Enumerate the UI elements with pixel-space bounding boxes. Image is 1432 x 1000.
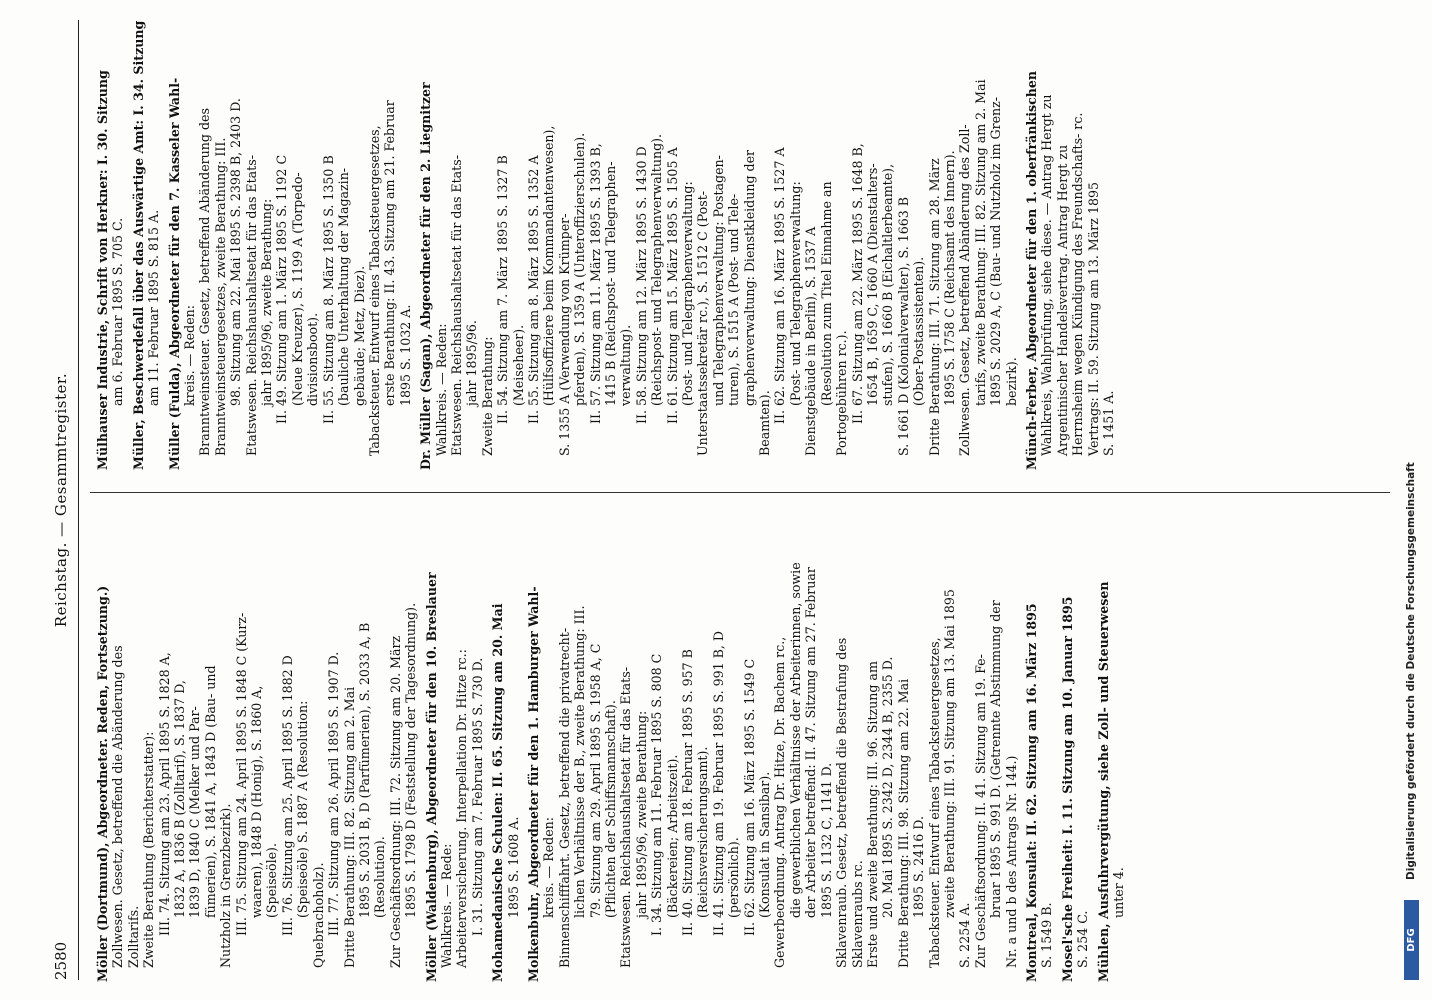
entry-line: II. 58. Sitzung am 12. März 1895 S. 1430 D	[633, 146, 649, 424]
entry-line: bruar 1895 S. 991 D. (Getrennte Abstimmung der	[988, 600, 1004, 918]
entry-line: Erste und zweite Berathung: III. 96. Sitzung am	[864, 661, 880, 968]
entry-line: Nutzholz in Grenzbezirk).	[218, 803, 234, 968]
entry-line: II. 55. Sitzung am 8. März 1895 S. 1352 A	[525, 155, 541, 424]
entry-heading: Mülhauser Industrie, Schrift von Herkner: I. 30. Sitzung	[95, 70, 110, 470]
entry-line: Etatswesen. Reichshaushaltsetat für das Etats-	[448, 155, 464, 456]
column-divider	[90, 492, 1390, 493]
entry-line: III. 77. Sitzung am 26. April 1895 S. 1907 D.	[326, 651, 342, 936]
entry-line: Tabacksteuer. Entwurf eines Tabacksteuergesetzes,	[366, 125, 382, 456]
register-entry	[167, 20, 414, 470]
entry-line: II. 41. Sitzung am 19. Februar 1895 S. 991 B, D	[710, 631, 726, 936]
entry-line: Wahlkreis. — Reden:	[433, 323, 449, 456]
entry-heading: Molkenbuhr, Abgeordneter für den 1. Hamburger Wahl-	[525, 586, 541, 982]
entry-line: II. 62. Sitzung am 16. März 1895 S. 1549 C	[741, 658, 757, 936]
entry-line: jahr 1895/96, zweite Berathung:	[633, 710, 649, 918]
register-entry	[418, 20, 1019, 470]
entry-line: 1839 D, 1840 C (Melker und Par-	[187, 706, 203, 918]
entry-line: (persönlich).	[726, 837, 742, 918]
entry-line: S. 1549 B.	[1039, 902, 1055, 968]
entry-line: Zollwesen. Gesetz, betreffend die Abänderung des	[110, 645, 126, 968]
dfg-logo: DFG	[1404, 900, 1419, 980]
entry-line: der Arbeiter betreffend: II. 47. Sitzung am 27. Februar	[803, 567, 819, 918]
entry-heading: Montreal, Konsulat: II. 62. Sitzung am 16. März 1895	[1023, 603, 1039, 982]
entry-line: (Pflichten der Schiffsmannschaft).	[603, 700, 618, 918]
entry-heading: Möller (Dortmund), Abgeordneter. Reden, Fortsetzung.)	[95, 585, 110, 982]
entry-line: Zweite Berathung (Berichterstatter):	[141, 731, 157, 968]
entry-heading: Mohamedanische Schulen: II. 65. Sitzung am 20. Mai	[490, 603, 506, 982]
entry-line: am 11. Februar 1895 S. 815 A.	[146, 209, 162, 406]
entry-line: (Resolution zum Titel Einnahme an	[818, 181, 834, 406]
register-entry	[526, 532, 1019, 982]
entry-line: II. 61. Sitzung am 15. März 1895 S. 1505 A	[664, 147, 680, 424]
entry-line: 1415 B (Reichspost- und Telegraphen-	[603, 161, 618, 406]
entry-line: kreis. — Reden:	[182, 304, 198, 406]
entry-line: (Post- und Telegraphenverwaltung:	[680, 181, 696, 406]
entry-line: Portogebühren rc.).	[834, 330, 850, 456]
entry-line: III. 74. Sitzung am 23. April 1895 S. 1828 A,	[156, 652, 172, 936]
entry-line: III. 75. Sitzung am 24. April 1895 S. 1848 C (Kurz-	[233, 612, 249, 936]
entry-line: die gewerblichen Verhältnisse der Arbeiterinnen, sowie	[787, 562, 803, 918]
entry-line: Branntweinsteuergesetzes, zweite Berathung: III.	[212, 137, 228, 456]
entry-line: Nr. a und b des Antrags Nr. 144.)	[1003, 755, 1019, 968]
entry-line: Dritte Berathung: III. 98. Sitzung am 22. Mai	[895, 678, 911, 968]
entry-line: Dritte Berathung: III. 82. Sitzung am 2. Mai	[341, 686, 357, 968]
entry-line: 1895 S. 1758 C (Reichsamt des Innern).	[941, 150, 957, 406]
entry-line: (bauliche Unterhaltung der Magazin-	[336, 167, 352, 406]
entry-line: II. 49. Sitzung am 1. März 1895 S. 1192 C	[274, 154, 290, 424]
entry-line: unter 4.	[1111, 867, 1126, 918]
entry-line: Etatswesen. Reichshaushaltsetat für das Etats-	[618, 667, 634, 968]
entry-line: 1895 S. 1032 A.	[397, 304, 413, 406]
entry-line: erste Berathung: II. 43. Sitzung am 21. Februar	[382, 100, 398, 406]
entry-line: jahr 1895/96, zweite Berathung:	[259, 198, 275, 406]
entry-line: am 6. Februar 1895 S. 705 C.	[110, 217, 126, 406]
entry-line: Zolltarifs.	[125, 905, 141, 968]
entry-line: 1895 S. 2029 A, C (Bau- und Nutzholz im Grenz-	[988, 96, 1004, 406]
entry-line: (Ober-Postassistenten).	[911, 256, 927, 406]
entry-line: Quebrachoholz).	[310, 862, 326, 968]
entry-line: S. 1355 A (Verwendung von Krümper-	[556, 213, 572, 456]
entry-line: 1895 S. 2416 D.	[911, 816, 927, 918]
register-entry	[490, 532, 521, 982]
entry-line: bezirk).	[1003, 357, 1019, 406]
entry-line: (Speiseöle) S. 1887 A (Resolution:	[295, 700, 311, 918]
entry-line: Zweite Berathung:	[479, 336, 495, 456]
entry-line: 1895 S. 1798 D (Feststellung der Tagesordnung).	[403, 602, 419, 918]
entry-line: 1895 S. 2031 B, D (Parfümerien), S. 2033 A, B	[356, 622, 372, 918]
entry-line: II. 62. Sitzung am 16. März 1895 S. 1527 A	[772, 147, 788, 424]
entry-line: fümerien), S. 1841 A, 1843 D (Bau- und	[202, 665, 218, 918]
entry-line: waaren), 1848 D (Honig), S. 1860 A,	[249, 685, 265, 918]
entry-line: S. 254 C.	[1075, 910, 1091, 968]
register-entry	[95, 20, 126, 470]
entry-line: Tabacksteuer. Entwurf eines Tabacksteuergesetzes,	[926, 637, 942, 968]
entry-line: zweite Berathung: III. 91. Sitzung am 13. Mai 1895	[941, 589, 957, 918]
entry-line: I. 31. Sitzung am 7. Februar 1895 S. 730 D.	[469, 657, 485, 936]
running-title: Reichstag. — Gesammtregister.	[52, 372, 70, 628]
entry-heading: Münch-Ferber, Abgeordneter für den 1. oberfränkischen	[1023, 70, 1039, 470]
entry-line: II. 55. Sitzung am 8. März 1895 S. 1350 B	[320, 155, 336, 424]
entry-heading: Möller (Waldenburg), Abgeordneter für den 10. Breslauer	[423, 572, 439, 982]
entry-line: 1895 S. 1132 C, 1141 D.	[818, 762, 834, 918]
entry-line: Sklavenraubs rc.	[849, 860, 865, 968]
entry-line: (Bäckereien; Arbeitszeit).	[664, 754, 680, 918]
register-entry	[95, 532, 419, 982]
entry-line: Arbeiterversicherung. Interpellation Dr. Hitze rc.:	[454, 649, 470, 968]
register-entry	[1060, 532, 1091, 982]
entry-line: Sklavenraub. Gesetz, betreffend die Bestrafung des	[834, 637, 850, 968]
entry-line: Vertrags: II. 59. Sitzung am 13. März 1895	[1085, 182, 1101, 456]
entry-line: Etatswesen. Reichshaushaltsetat für das Etats-	[243, 155, 259, 456]
entry-line: Wahlkreis, Wahlprüfung, siehe diese. — Antrag Hergt zu	[1039, 94, 1055, 456]
entry-line: Zollwesen. Gesetz, betreffend Abänderung des Zoll-	[957, 124, 973, 456]
entry-heading: Müller (Fulda), Abgeordneter für den 7. Kasseler Wahl-	[166, 77, 182, 470]
entry-line: (Meiseheer).	[510, 324, 526, 406]
entry-line: Dritte Berathung: III. 71. Sitzung am 28. März	[926, 158, 942, 456]
entry-line: S. 1451 A.	[1101, 390, 1116, 456]
entry-heading: Mosel'sche Freiheit: I. 11. Sitzung am 10. Januar 1895	[1059, 596, 1075, 982]
entry-line: Gewerbeordnung. Antrag Dr. Hitze, Dr. Bachem rc.,	[772, 636, 788, 968]
entry-line: (Reichspost- und Telegraphenverwaltung).	[649, 133, 665, 406]
entry-line: Binnenschifffahrt. Gesetz, betreffend die privatrecht-	[556, 627, 572, 968]
entry-line: turen), S. 1515 A (Post- und Tele-	[726, 193, 742, 406]
register-entry	[424, 532, 486, 982]
entry-line: Wahlkreis. — Rede:	[438, 843, 454, 968]
page-header	[48, 20, 79, 980]
entry-line: 1832 A, 1836 B (Zolltarif), S. 1837 D,	[172, 680, 188, 918]
entry-line: 20. Mai 1895 S. 2342 D, 2344 B, 2355 D.	[880, 656, 896, 918]
entry-line: (Resolution).	[372, 836, 388, 918]
entry-heading: Müller, Beschwerdefall über das Auswärtige Amt: I. 34. Sitzung	[130, 20, 146, 470]
register-entry	[1024, 20, 1116, 470]
entry-line: III. 76. Sitzung am 25. April 1895 S. 1882 D	[279, 655, 295, 936]
register-entry	[1024, 532, 1055, 982]
entry-line: jahr 1895/96.	[464, 320, 480, 406]
entry-line: II. 57. Sitzung am 11. März 1895 S. 1393 B,	[587, 143, 603, 424]
entry-line: (Neue Kreuzer), S. 1199 A (Torpedo-	[289, 172, 305, 406]
entry-heading: Mühlen, Ausfuhrvergütung, siehe Zoll- und Steuerwesen	[1095, 581, 1111, 982]
entry-line: (Reichsversicherungsamt).	[695, 746, 711, 918]
entry-line: stufen), S. 1660 B (Eichaltlerbeamte),	[880, 163, 896, 406]
entry-line: Zur Geschäftsordnung: II. 41. Sitzung am 19. Fe-	[972, 654, 988, 968]
entry-line: S. 1661 D (Kolonialverwalter), S. 1663 B	[895, 196, 911, 456]
entry-line: verwaltung).	[618, 324, 634, 406]
page-number: 2580	[52, 941, 70, 980]
entry-line: pferden), S. 1359 A (Unteroffizierschulen).	[572, 132, 588, 406]
entry-line: I. 34. Sitzung am 11. Februar 1895 S. 808 C	[649, 653, 665, 936]
entry-line: Herrnsheim wegen Kündigung des Freundschafts- rc.	[1070, 112, 1086, 456]
entry-line: lichen Verhältnisse der B., zweite Berathung: III.	[572, 605, 588, 918]
entry-line: 98. Sitzung am 22. Mai 1895 S. 2398 B, 2403 D.	[228, 98, 244, 406]
register-entry	[131, 20, 162, 470]
entry-line: graphenverwaltung: Dienstkleidung der	[741, 149, 757, 406]
right-column	[95, 20, 1395, 470]
entry-line: (Speiseöle).	[264, 843, 280, 918]
entry-line: und Telegraphenverwaltung: Postagen-	[710, 155, 726, 406]
register-entry	[1096, 532, 1127, 982]
entry-line: Argentinischer Handelsvertrag. Antrag Hergt zu	[1054, 144, 1070, 456]
entry-line: 1654 B, 1659 C, 1660 A (Dienstalters-	[864, 163, 880, 406]
entry-line: Unterstaatssekretär rc.), S. 1512 C (Post-	[695, 190, 711, 456]
entry-line: 79. Sitzung am 29. April 1895 S. 1958 A, C	[587, 643, 603, 918]
entry-line: Dienstgebäude in Berlin), S. 1537 A	[803, 226, 819, 456]
entry-line: II. 67. Sitzung am 22. März 1895 S. 1648 B,	[849, 143, 865, 424]
entry-line: Branntweinsteuer. Gesetz, betreffend Abänderung des	[197, 108, 213, 456]
entry-line: II. 54. Sitzung am 7. März 1895 S. 1327 B	[495, 155, 511, 424]
entry-line: Zur Geschäftsordnung: III. 72. Sitzung am 20. März	[387, 635, 403, 968]
entry-line: kreis. — Reden:	[541, 816, 557, 918]
entry-line: tarifs, zweite Berathung: III. 82. Sitzung am 2. Mai	[972, 79, 988, 406]
entry-line: (Hülfsoffiziere beim Kommandantenwesen),	[541, 125, 557, 406]
entry-line: divisionsboot).	[305, 312, 321, 406]
left-column	[95, 532, 1395, 982]
entry-line: (Post- und Telegraphenverwaltung:	[787, 181, 803, 406]
entry-line: 1895 S. 1608 A.	[505, 816, 521, 918]
entry-line: Beamten).	[757, 390, 773, 456]
entry-line: II. 40. Sitzung am 18. Februar 1895 S. 957 B	[680, 649, 696, 936]
entry-line: S. 2254 A.	[957, 902, 973, 968]
entry-line: gebäude; Metz, Diez).	[351, 265, 367, 406]
entry-heading: Dr. Müller (Sagan), Abgeordneter für den 2. Liegnitzer	[418, 82, 434, 470]
entry-line: (Konsulat in Sansibar).	[757, 771, 773, 918]
digitization-note: Digitalisierung gefördert durch die Deutsche Forschungsgemeinschaft	[1405, 462, 1417, 880]
